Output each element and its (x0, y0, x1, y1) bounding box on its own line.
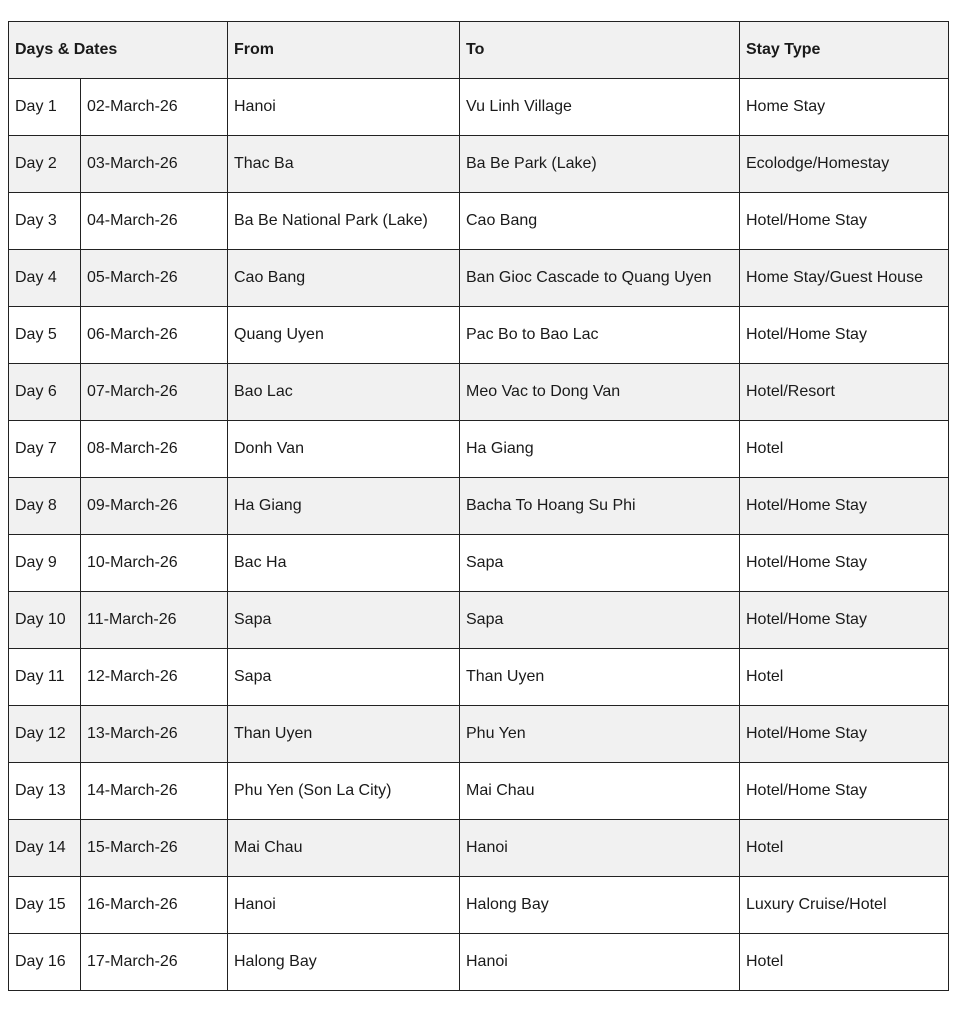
stay-type-cell: Hotel/Home Stay (740, 763, 949, 820)
table-row (9, 820, 949, 877)
stay-type-cell: Hotel (740, 934, 949, 991)
to-cell: Pac Bo to Bao Lac (460, 307, 740, 364)
to-cell: Sapa (460, 592, 740, 649)
table-row (9, 364, 949, 421)
stay-type-cell: Hotel (740, 649, 949, 706)
day-cell: Day 10 (9, 592, 81, 649)
to-cell: Meo Vac to Dong Van (460, 364, 740, 421)
stay-type-cell: Hotel/Resort (740, 364, 949, 421)
to-cell: Than Uyen (460, 649, 740, 706)
from-cell: Bac Ha (228, 535, 460, 592)
to-cell: Ban Gioc Cascade to Quang Uyen (460, 250, 740, 307)
to-cell: Hanoi (460, 820, 740, 877)
table-row (9, 934, 949, 991)
from-cell: Ba Be National Park (Lake) (228, 193, 460, 250)
day-cell: Day 4 (9, 250, 81, 307)
day-cell: Day 6 (9, 364, 81, 421)
date-cell: 12-March-26 (81, 649, 228, 706)
from-cell: Bao Lac (228, 364, 460, 421)
table-row (9, 877, 949, 934)
table-row (9, 79, 949, 136)
day-cell: Day 9 (9, 535, 81, 592)
stay-type-cell: Hotel/Home Stay (740, 193, 949, 250)
date-cell: 17-March-26 (81, 934, 228, 991)
from-cell: Mai Chau (228, 820, 460, 877)
day-cell: Day 7 (9, 421, 81, 478)
stay-type-cell: Home Stay (740, 79, 949, 136)
table-row (9, 706, 949, 763)
table-body (9, 79, 949, 991)
stay-type-cell: Hotel/Home Stay (740, 535, 949, 592)
stay-type-cell: Home Stay/Guest House (740, 250, 949, 307)
day-cell: Day 2 (9, 136, 81, 193)
day-cell: Day 1 (9, 79, 81, 136)
to-cell: Vu Linh Village (460, 79, 740, 136)
stay-type-cell: Hotel (740, 421, 949, 478)
to-cell: Hanoi (460, 934, 740, 991)
from-cell: Sapa (228, 592, 460, 649)
stay-type-cell: Hotel/Home Stay (740, 478, 949, 535)
table-row (9, 649, 949, 706)
day-cell: Day 14 (9, 820, 81, 877)
day-cell: Day 11 (9, 649, 81, 706)
day-cell: Day 5 (9, 307, 81, 364)
day-cell: Day 13 (9, 763, 81, 820)
stay-type-cell: Hotel/Home Stay (740, 706, 949, 763)
date-cell: 10-March-26 (81, 535, 228, 592)
date-cell: 11-March-26 (81, 592, 228, 649)
table-row (9, 307, 949, 364)
date-cell: 14-March-26 (81, 763, 228, 820)
table-row (9, 478, 949, 535)
from-cell: Phu Yen (Son La City) (228, 763, 460, 820)
to-cell: Bacha To Hoang Su Phi (460, 478, 740, 535)
day-cell: Day 15 (9, 877, 81, 934)
from-cell: Ha Giang (228, 478, 460, 535)
day-cell: Day 3 (9, 193, 81, 250)
table-row (9, 592, 949, 649)
day-cell: Day 12 (9, 706, 81, 763)
date-cell: 13-March-26 (81, 706, 228, 763)
table-row (9, 193, 949, 250)
table-row (9, 763, 949, 820)
date-cell: 04-March-26 (81, 193, 228, 250)
to-cell: Ha Giang (460, 421, 740, 478)
from-cell: Hanoi (228, 79, 460, 136)
from-cell: Donh Van (228, 421, 460, 478)
table-header-row (9, 22, 949, 79)
date-cell: 08-March-26 (81, 421, 228, 478)
day-cell: Day 16 (9, 934, 81, 991)
from-cell: Halong Bay (228, 934, 460, 991)
table-row (9, 250, 949, 307)
to-cell: Phu Yen (460, 706, 740, 763)
header-stay-type: Stay Type (740, 22, 949, 79)
header-from: From (228, 22, 460, 79)
date-cell: 16-March-26 (81, 877, 228, 934)
table-row (9, 136, 949, 193)
to-cell: Sapa (460, 535, 740, 592)
header-days-dates: Days & Dates (9, 22, 228, 79)
to-cell: Halong Bay (460, 877, 740, 934)
day-cell: Day 8 (9, 478, 81, 535)
from-cell: Cao Bang (228, 250, 460, 307)
to-cell: Mai Chau (460, 763, 740, 820)
from-cell: Than Uyen (228, 706, 460, 763)
stay-type-cell: Ecolodge/Homestay (740, 136, 949, 193)
stay-type-cell: Luxury Cruise/Hotel (740, 877, 949, 934)
table-row (9, 421, 949, 478)
date-cell: 07-March-26 (81, 364, 228, 421)
from-cell: Quang Uyen (228, 307, 460, 364)
from-cell: Hanoi (228, 877, 460, 934)
date-cell: 03-March-26 (81, 136, 228, 193)
to-cell: Cao Bang (460, 193, 740, 250)
date-cell: 05-March-26 (81, 250, 228, 307)
from-cell: Thac Ba (228, 136, 460, 193)
date-cell: 06-March-26 (81, 307, 228, 364)
header-to: To (460, 22, 740, 79)
from-cell: Sapa (228, 649, 460, 706)
stay-type-cell: Hotel/Home Stay (740, 592, 949, 649)
table-row (9, 535, 949, 592)
stay-type-cell: Hotel (740, 820, 949, 877)
date-cell: 02-March-26 (81, 79, 228, 136)
date-cell: 09-March-26 (81, 478, 228, 535)
stay-type-cell: Hotel/Home Stay (740, 307, 949, 364)
itinerary-table (8, 21, 949, 991)
date-cell: 15-March-26 (81, 820, 228, 877)
to-cell: Ba Be Park (Lake) (460, 136, 740, 193)
